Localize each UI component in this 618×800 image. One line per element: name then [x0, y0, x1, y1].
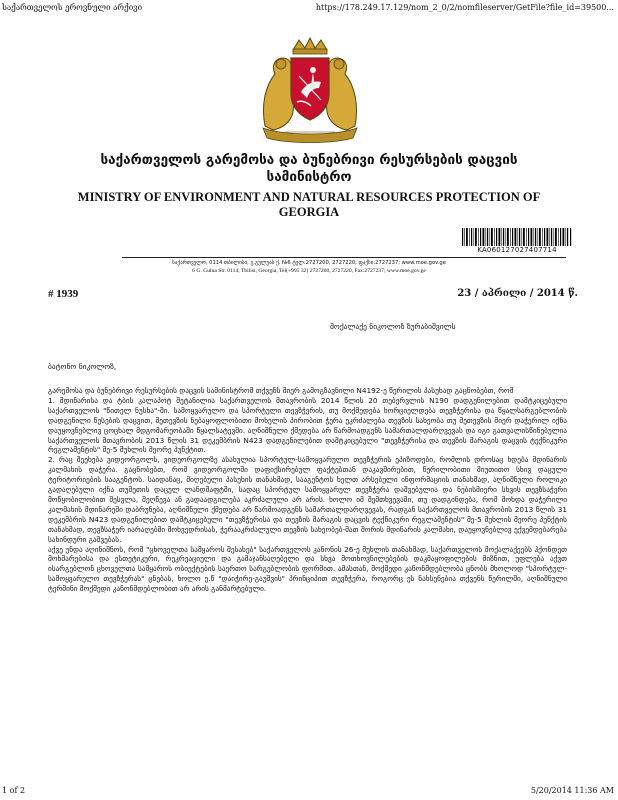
ministry-name-geo-line1: საქართველოს გარემოსა და ბუნებრივი რესურსების დაცვის	[100, 152, 518, 168]
barcode	[462, 228, 572, 246]
address-english: 6 G. Gulua Str. 0114, Tbilisi, Georgia, Tel(+995 32) 2727200, 2727220, Fax:2727237; www.moe.gov.ge	[192, 268, 426, 274]
header-divider	[122, 257, 566, 258]
salutation: ბატონო ნიკოლოზ,	[48, 362, 117, 371]
ministry-name-en-line1: MINISTRY OF ENVIRONMENT AND NATURAL RESOURCES PROTECTION OF	[77, 190, 541, 204]
recipient: მოქალაქე ნიკოლოზ ზურაბიშვილს	[330, 322, 456, 331]
ministry-name-en-line2: GEORGIA	[278, 205, 340, 219]
page-indicator: 1 of 2	[2, 786, 26, 795]
body-paragraph-1: 1. მდინარისა და ტბის კალაპოტ შეტანილია საქართველოს მთავრობის 2014 წლის 20 თებერვლის N190 დადგენილებით დამტკიცებული საქართველოს "წითელ ნუსხა"-ში. სამოყვარულო და სპორტული თევზჭერის, თუ მოქმედება ხორციელდება თევზჭერისა და წყალსარგებლობის დადგენილი წესების დაცვით, მეთევზის ნებაყოფლობითი მოხელის პირობით ჭერა ეკრძალება თევზის სახეობა თუ მეთევზის მიერ დაჭერილ იქნა დაუყოვნებლივ ცოცხალ მდგომარეობაში წყალსატევში. აღნიშნული ქმედება არ წარმოადგენს სამართალდარღვევას და იგი გათვალისწინებულია საქართველოს მთავრობის 2013 წლის 31 დეკემბრის N423 დადგენილებით დამტკიცებული "თევზჭერისა და თევზის მარაგის დაცვის ტექნიკური რეგლამენტის" მე-5 მუხლის მეორე პუნქტით.	[48, 395, 567, 455]
print-timestamp: 5/20/2014 11:36 AM	[530, 786, 614, 795]
body-paragraph-3: აქვე უნდა აღინიშნოს, რომ "ცხოველთა სამყაროს შესახებ" საქართველოს კანონის 26-ე მუხლის თანახმად, საქართველოს მოქალაქეებს ჰქონდეთ მოხმარებისა და ესთეტიკური, რეკრეაციული და გამაჯანსაღებელი და სხვა მოთხოვნილებების დაკმაყოფილების მიზნით, უფლება აქვთ ისარგებლონ ცხოველთა სამყაროს ობიექტების საერთო სარგებლობის ფორმით. ამასთან, მოქმედი კანონმდებლობა ცნობს მხოლოდ "სპორტულ-სამოყვარულო თევზჭერას" ცნებას, ხოლო ე.წ "დაიჭირე-გაუშვის" პრინციპით თევზჭერა, როგორც ეს ნახსენებია თქვენს წერილში, აღნიშნული ტერმინი მოქმედი კანონმდებლობით არ არის განმარტებული.	[48, 544, 567, 594]
document-number: # 1939	[48, 288, 79, 300]
body-paragraph-intro: გარემოსა და ბუნებრივი რესურსების დაცვის სამინისტრომ თქვენს მიერ გამოგზავნილი N4192-ე წერილის პასუხად გაცნობებთ, რომ	[48, 386, 514, 395]
address-georgian: საქართველო, 0114 თბილისი, გ.გულუას ქ. №6 ტელ:2727200, 2727220, ფაქსი:2727237; www.moe.gov.ge	[172, 260, 446, 266]
ministry-name-georgian	[0, 152, 618, 186]
coat-of-arms-emblem	[255, 36, 365, 144]
print-footer	[0, 786, 618, 798]
print-header	[0, 3, 618, 17]
body-paragraph-2: 2. რაც შეეხება ვიდეორგოლს, ვიდეორგოლზე ასახულია სპორტულ-სამოყვარულო თევზჭერის ეპიზოდები, რომლის დროსაც ხდება მდინარის კალმახის დაჭერა. გაცნობებთ, რომ ვიდეორგოლში დაფიქსირებულ ფაქტებთან დაკავშირებით, წერილობითი მიუთითო სხივ დაცული ტერიტორიების სააგენტოს. საიდანაც, მიღებული პასუხის თანახმად, სააგენტოს ხელთ არსებული ინფორმაციის თანახმად, აღნიშნული როლიკი გადაღებული იქნა თუშეთის დაცულ ლანდშაფტში, სადაც სპორტულ სამოყვარულ თევზჭერა დაშვებულია და ნებისმიერი სხვის თევზსაჭერი მოწყობილობით შესვლა, შეღწევა ან გადაადგილება აკრძალული არ არის. ხოლო იმ შემთხვევაში, თუ დადგინდება, რომ მოხდა დაჭერილი კალმახის მდინარეში დაბრუნება, აღნიშნული ქმედება არ წარმოადგენს სამართალდარღვევას, რადგან საქართველოს მთავრობის 2013 წლის 31 დეკემბრის N423 დადგენილებით დამტკიცებული "თევზჭერისა და თევზის მარაგის დაცვის ტექნიკური რეგლამენტის" მე-5 მუხლის მეორე პუნქტის თანახმად, თევზსაჭერ იარაღებში მოხვედრისას, ჭერააკრძალული თევზის სახეობებ-მათ შორის მდინარის კალმახი, დაუყოვნებლივ ექვემდებარება სახინდური გაშვებას.	[48, 455, 567, 544]
document-date: 23 / აპრილი / 2014 წ.	[457, 288, 578, 299]
ministry-name-english	[0, 190, 618, 220]
archive-title: საქართველოს ეროვნული არქივი	[2, 3, 143, 12]
letter-body	[48, 386, 567, 594]
file-url: https://178.249.17.129/nom_2_0/2/nomfileserver/GetFile?file_id=39500...	[315, 3, 614, 12]
barcode-number: KA060127027407714	[477, 246, 557, 254]
ministry-name-geo-line2: სამინისტრო	[266, 169, 352, 185]
